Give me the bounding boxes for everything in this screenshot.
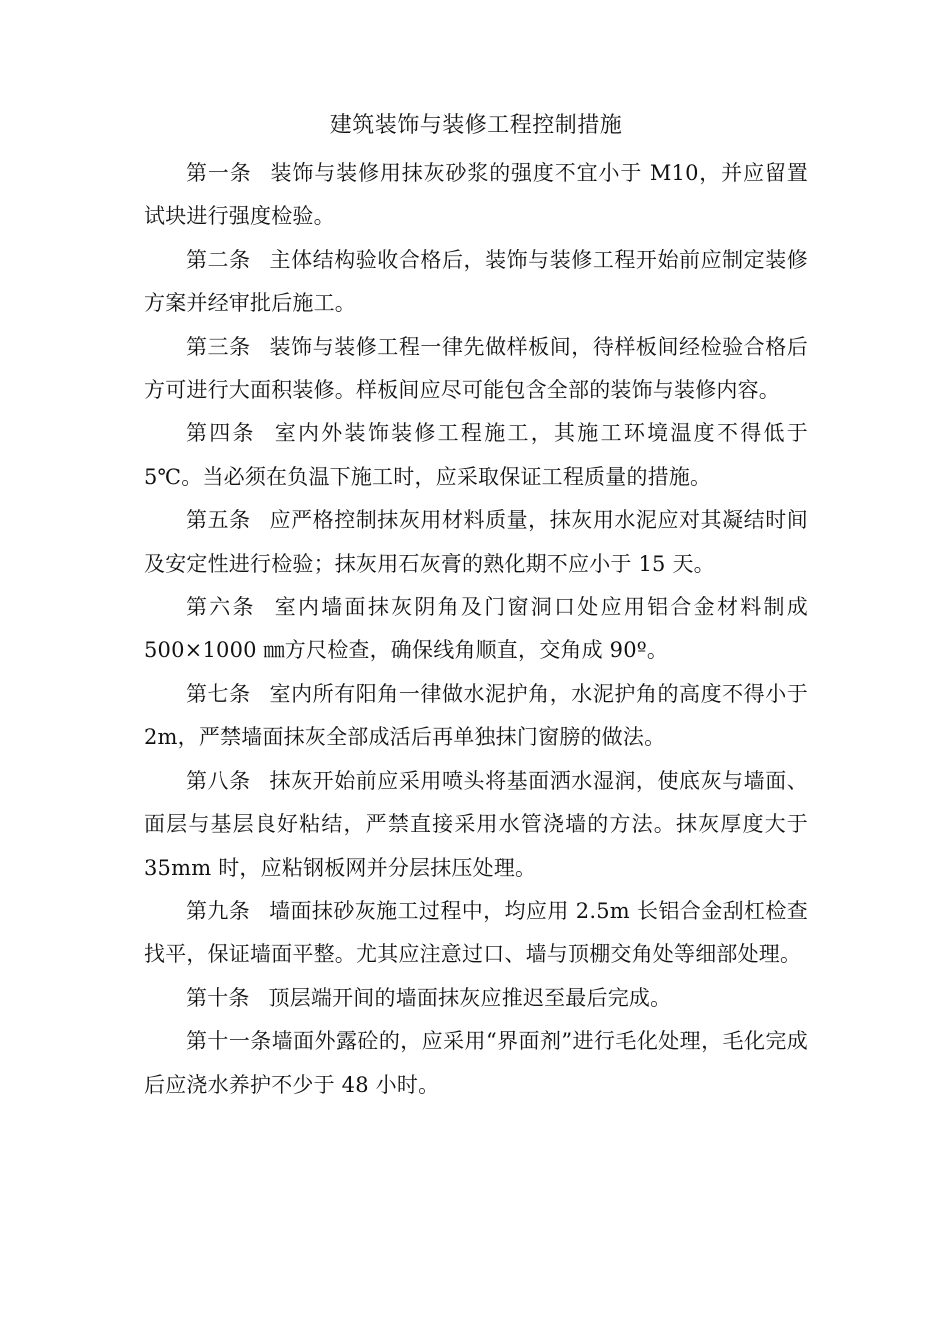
article-text: 墙面抹砂灰施工过程中，均应用 2.5m 长铝合金刮杠检查找平，保证墙面平整。尤其应注意过口、墙与顶棚交角处等细部处理。: [144, 898, 808, 967]
article-label: 第六条: [186, 595, 256, 620]
article-text: 抹灰开始前应采用喷头将基面洒水湿润，使底灰与墙面、面层与基层良好粘结，严禁直接采用水管浇墙的方法。抹灰厚度大于 35mm 时，应粘钢板网并分层抹压处理。: [144, 768, 808, 880]
article-label: 第四条: [186, 421, 256, 446]
article-2: [144, 239, 808, 326]
article-3: [144, 326, 808, 413]
article-label: 第三条: [186, 334, 251, 359]
article-label: 第五条: [186, 508, 251, 533]
article-text: 室内所有阳角一律做水泥护角，水泥护角的高度不得小于 2m，严禁墙面抹灰全部成活后再单独抹门窗膀的做法。: [144, 681, 808, 750]
article-label: 第七条: [186, 681, 251, 706]
article-text: 室内外装饰装修工程施工，其施工环境温度不得低于 5℃。当必须在负温下施工时，应采取保证工程质量的措施。: [144, 421, 808, 489]
article-text: 顶层端开间的墙面抹灰应推迟至最后完成。: [268, 985, 672, 1010]
article-text: 主体结构验收合格后，装饰与装修工程开始前应制定装修方案并经审批后施工。: [144, 247, 808, 316]
article-text: 装饰与装修工程一律先做样板间，待样板间经检验合格后方可进行大面积装修。样板间应尽可能包含全部的装饰与装修内容。: [144, 334, 808, 403]
article-4: [144, 412, 808, 499]
article-10: [144, 977, 808, 1020]
article-text: 墙面外露砼的，应采用“界面剂”进行毛化处理，毛化完成后应浇水养护不少于 48 小时。: [144, 1029, 808, 1097]
document-body: [144, 106, 808, 1107]
article-label: 第二条: [186, 247, 251, 272]
article-label: 第十一条: [186, 1029, 272, 1054]
article-5: [144, 499, 808, 586]
article-text: 装饰与装修用抹灰砂浆的强度不宜小于 M10，并应留置试块进行强度检验。: [144, 161, 808, 229]
article-label: 第一条: [186, 161, 252, 185]
article-text: 应严格控制抹灰用材料质量，抹灰用水泥应对其凝结时间及安定性进行检验；抹灰用石灰膏的熟化期不应小于 15 天。: [144, 508, 808, 576]
article-label: 第八条: [186, 768, 251, 793]
article-label: 第九条: [186, 898, 251, 923]
document-title: 建筑装饰与装修工程控制措施: [329, 113, 623, 138]
article-6: [144, 586, 808, 673]
article-9: [144, 890, 808, 977]
article-1: [144, 152, 808, 239]
article-text: 室内墙面抹灰阴角及门窗洞口处应用铝合金材料制成 500×1000 ㎜方尺检查，确保线角顺直，交角成 90º。: [144, 595, 808, 663]
article-11: [144, 1020, 808, 1107]
article-7: [144, 673, 808, 760]
article-label: 第十条: [186, 985, 250, 1010]
article-8: [144, 760, 808, 890]
